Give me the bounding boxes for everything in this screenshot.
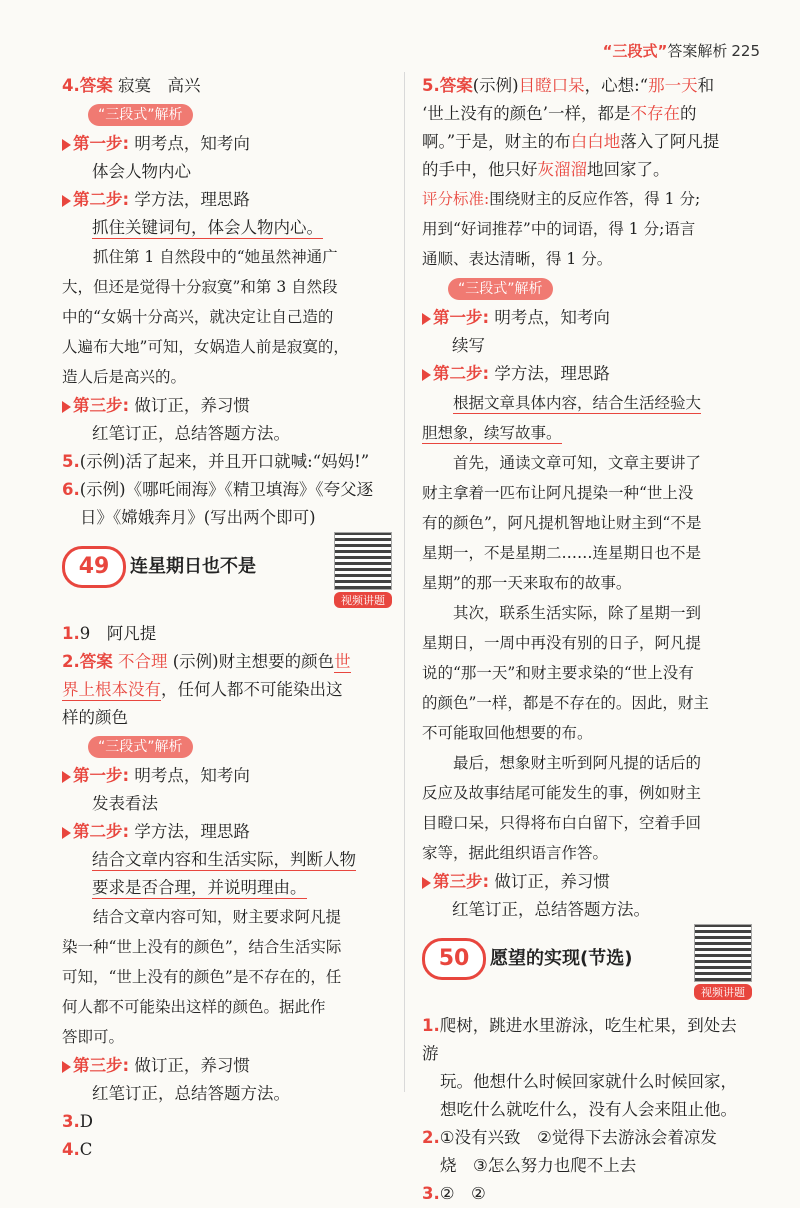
step-two: 第二步: 学方法，理思路 [62,186,392,214]
section-50-header [422,932,752,1004]
step-two-paragraph: 抓住第 1 自然段中的“她虽然神通广 大，但还是觉得十分寂寞”和第 3 自然段 中的“女娲十分高兴，就决定让自己造的 人遍布大地”可知，女娲造人前是寂寞的， 造人后是高兴的。 [62,248,349,386]
step-three: 第三步: 做订正，养习惯 [62,1052,392,1080]
arrow-icon [62,401,71,413]
header-tag: “三段式” [602,42,668,60]
arrow-icon [422,313,431,325]
paragraph-first: 首先，通读文章可知，文章主要讲了 财主拿着一匹布让阿凡提染一种“世上没 有的颜色”，阿凡提机智地让财主到“不是 星期一，不是星期二……连星期日也不是 星期”的那一天来取布的故事。 [422,454,702,592]
section-title: 连星期日也不是 [130,556,256,577]
answer-2: 2.答案 不合理 (示例)财主想要的颜色世 界上根本没有，任何人都不可能染出这 样的颜色 [62,652,351,727]
arrow-icon [62,1061,71,1073]
analysis-badge: “三段式”解析 [448,278,553,300]
step-one: 第一步: 明考点，知考向 [62,762,392,790]
arrow-icon [62,827,71,839]
qr-code[interactable] [334,532,392,608]
header-title: 答案解析 [667,42,728,60]
section-number: 49 [62,546,126,588]
answer-4: 4.答案 寂寞 高兴 [62,76,201,95]
left-column [62,72,392,1164]
step-three-body: 红笔订正，总结答题方法。 [452,900,650,919]
qr-code[interactable] [694,924,752,1000]
answer-5: 5.(示例)活了起来，并且开口就喊:“妈妈!” [62,452,370,471]
answer-1: 1.9 阿凡提 [62,624,157,643]
qr-caption: 视频讲题 [694,984,752,1000]
column-divider [404,72,405,1092]
section-title: 愿望的实现(节选) [490,948,633,969]
qr-icon [334,532,392,590]
step-two-method: 根据文章具体内容，结合生活经验大 胆想象，续写故事。 [422,394,702,442]
step-one-body: 发表看法 [92,794,158,813]
step-three: 第三步: 做订正，养习惯 [422,868,752,896]
qr-caption: 视频讲题 [334,592,392,608]
answer-1: 1.爬树，跳进水里游泳，吃生杧果，到处去游 玩。他想什么时候回家就什么时候回家， 想吃什么就吃什么，没有人会来阻止他。 [422,1016,737,1119]
section-number: 50 [422,938,486,980]
step-three-body: 红笔订正，总结答题方法。 [92,424,290,443]
arrow-icon [62,139,71,151]
page-number: 225 [731,42,760,60]
step-two-method: 抓住关键词句，体会人物内心。 [92,218,323,237]
arrow-icon [422,877,431,889]
step-two: 第二步: 学方法，理思路 [422,360,752,388]
step-two: 第二步: 学方法，理思路 [62,818,392,846]
step-one-body: 体会人物内心 [92,162,191,181]
answer-2: 2.①没有兴致 ②觉得下去游泳会着凉发 烧 ③怎么努力也爬不上去 [422,1128,717,1175]
step-three: 第三步: 做订正，养习惯 [62,392,392,420]
answer-3: 3.D [62,1112,93,1131]
analysis-badge: “三段式”解析 [88,736,193,758]
paragraph-second: 其次，联系生活实际，除了星期一到 星期日，一周中再没有别的日子，阿凡提 说的“那一天”和财主要求染的“世上没有 的颜色”一样，都是不存在的。因此，财主 不可能取回他想要的布。 [422,604,709,742]
arrow-icon [62,771,71,783]
arrow-icon [62,195,71,207]
step-two-method: 结合文章内容和生活实际，判断人物 要求是否合理，并说明理由。 [92,850,356,897]
step-one: 第一步: 明考点，知考向 [62,130,392,158]
answer-4b: 4.C [62,1140,93,1159]
step-two-paragraph: 结合文章内容可知，财主要求阿凡提 染一种“世上没有的颜色”，结合生活实际 可知，“世上没有的颜色”是不存在的，任 何人都不可能染出这样的颜色。据此作 答即可。 [62,908,342,1046]
right-column [422,72,752,1208]
step-one-body: 续写 [452,336,485,355]
qr-icon [694,924,752,982]
paragraph-third: 最后，想象财主听到阿凡提的话后的 反应及故事结尾可能发生的事，例如财主 目瞪口呆，只得将布白白留下，空着手回 家等，据此组织语言作答。 [422,754,702,862]
arrow-icon [422,369,431,381]
analysis-badge: “三段式”解析 [88,104,193,126]
answer-3: 3.② ② [422,1184,486,1203]
step-one: 第一步: 明考点，知考向 [422,304,752,332]
page-header [603,40,760,61]
answer-6: 6.(示例)《哪吒闹海》《精卫填海》《夸父逐 日》《嫦娥奔月》(写出两个即可) [62,480,374,527]
section-49-header [62,540,392,612]
answer-5: 5.答案(示例)目瞪口呆，心想:“那一天和 ‘世上没有的颜色’一样，都是不存在的 啊。”于是，财主的布白白地落入了阿凡提 的手中，他只好灰溜溜地回家了。 [422,76,720,179]
scoring-standard: 评分标准:围绕财主的反应作答，得 1 分; 用到“好词推荐”中的词语，得 1 分;语言 通顺、表达清晰，得 1 分。 [422,190,701,268]
step-three-body: 红笔订正，总结答题方法。 [92,1084,290,1103]
